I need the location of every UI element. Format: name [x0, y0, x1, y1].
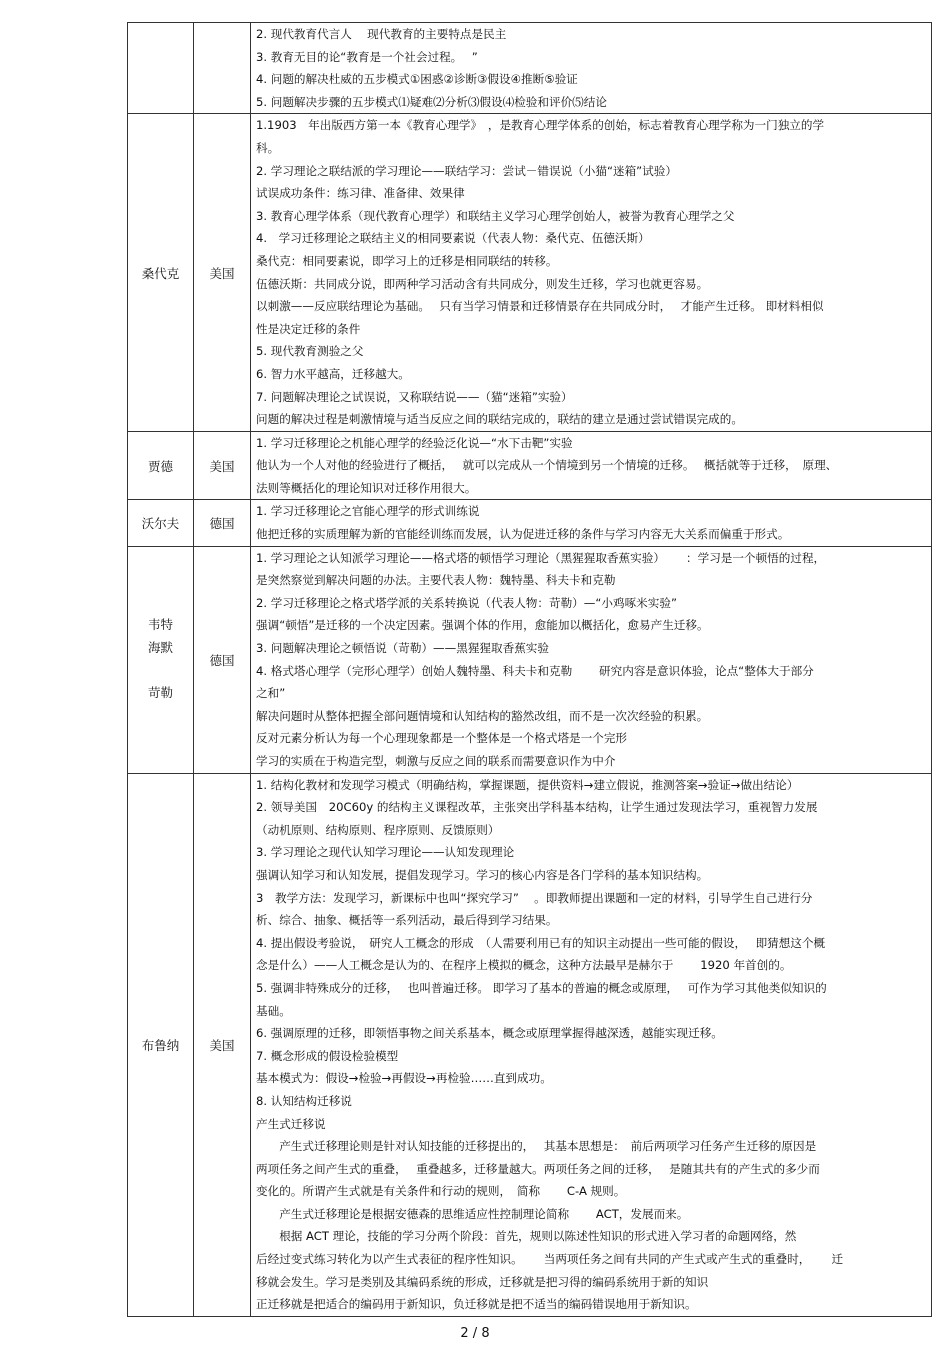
person-name-cell: [128, 546, 194, 773]
country-label: 美国: [209, 458, 235, 474]
country-cell: [194, 23, 251, 114]
content-line: 以刺激——反应联结理论为基础。 只有当学习情景和迁移情景存在共同成分时， 才能产生迁移。 即材料相似: [256, 299, 824, 314]
content-cell: [251, 773, 932, 1316]
content-line: 1.1903 年出版西方第一本《教育心理学》 ，是教育心理学体系的创始，标志着教育心理学称为一门独立的学: [256, 118, 825, 133]
person-name-cell: [128, 500, 194, 546]
content-line: 1. 学习迁移理论之官能心理学的形式训练说: [256, 504, 480, 519]
notes-table: [127, 22, 932, 1317]
content-line: 后经过变式练习转化为以产生式表征的程序性知识。 当两项任务之间有共同的产生式或产生式的重叠时， 迁: [256, 1252, 844, 1267]
content-line: 他把迁移的实质理解为新的官能经训练而发展，认为促进迁移的条件与学习内容无大关系而偏重于形式。: [256, 527, 790, 542]
content-line: 解决问题时从整体把握全部问题情境和认知结构的豁然改组，而不是一次次经验的积累。: [256, 708, 709, 723]
content-line: 3 教学方法：发现学习，新课标中也叫“探究学习” 。即教师提出课题和一定的材料，引导学生自己进行分: [256, 890, 813, 905]
content-line: 问题的解决过程是刺激情境与适当反应之间的联结完成的，联结的建立是通过尝试错误完成的。: [256, 412, 743, 427]
content-line: 3. 教育无目的论“教育是一个社会过程。 ”: [256, 49, 478, 64]
person-name-stack: [128, 614, 193, 704]
content-line: 析、综合、抽象、概括等一系列活动，最后得到学习结果。: [256, 913, 558, 928]
content-line: 1. 结构化教材和发现学习模式（明确结构，掌握课题，提供资料→建立假说，推测答案→验证→做出结论）: [256, 777, 799, 792]
content-line: 桑代克：相同要素说，即学习上的迁移是相同联结的转移。: [256, 253, 558, 268]
content-line: 2. 领导美国 20C60y 的结构主义课程改革，主张突出学科基本结构，让学生通过发现法学习，重视智力发展: [256, 800, 818, 815]
person-name: 桑代克: [141, 265, 180, 281]
content-line: 法则等概括化的理论知识对迁移作用很大。: [256, 480, 477, 495]
content-line: 4. 学习迁移理论之联结主义的相同要素说（代表人物：桑代克、伍德沃斯）: [256, 231, 650, 246]
content-line: 7. 概念形成的假设检验模型: [256, 1048, 399, 1063]
content-cell: [251, 431, 932, 500]
content-line: 2. 现代教育代言人 现代教育的主要特点是民主: [256, 27, 507, 41]
content-line: 念是什么）——人工概念是认为的、在程序上模拟的概念，这种方法最早是赫尔于 1920 年首创的。: [256, 958, 792, 973]
content-line: 2. 学习理论之联结派的学习理论——联结学习：尝试－错误说（小猫“迷箱”试验）: [256, 163, 677, 178]
content-line: 8. 认知结构迁移说: [256, 1093, 352, 1108]
person-name: 布鲁纳: [141, 1037, 180, 1053]
content-line: 6. 强调原理的迁移，即领悟事物之间关系基本，概念或原理掌握得越深透，越能实现迁移。: [256, 1026, 723, 1041]
content-line: 1. 学习迁移理论之机能心理学的经验泛化说—“水下击靶”实验: [256, 435, 573, 450]
table-row: [128, 431, 932, 500]
content-line: 产生式迁移理论是根据安德森的思维适应性控制理论简称 ACT，发展而来。: [256, 1206, 689, 1221]
content-line: 之和”: [256, 686, 286, 701]
content-line: 产生式迁移理论则是针对认知技能的迁移提出的， 其基本思想是： 前后两项学习任务产生迁移的原因是: [256, 1139, 817, 1154]
content-line: 3. 问题解决理论之顿悟说（苛勒）——黑猩猩取香蕉实验: [256, 641, 549, 656]
country-cell: [194, 114, 251, 431]
content-line: 正迁移就是把适合的编码用于新知识，负迁移就是把不适当的编码错误地用于新知识。: [256, 1297, 697, 1312]
content-line: 3. 学习理论之现代认知学习理论——认知发现理论: [256, 845, 515, 860]
content-line: 学习的实质在于构造完型，刺激与反应之间的联系而需要意识作为中介: [256, 754, 616, 768]
country-cell: [194, 773, 251, 1316]
country-label: 德国: [209, 516, 235, 532]
content-line: 是突然察觉到解决问题的办法。主要代表人物：魏特墨、科夫卡和克勒: [256, 573, 616, 588]
country-cell: [194, 546, 251, 773]
person-name-cell: [128, 114, 194, 431]
person-name-line: [128, 660, 193, 683]
content-cell: [251, 546, 932, 773]
content-line: 变化的。所谓产生式就是有关条件和行动的规则， 简称 C-A 规则。: [256, 1184, 626, 1199]
content-line: 他认为一个人对他的经验进行了概括， 就可以完成从一个情境到另一个情境的迁移。 概括就等于迁移， 原理、: [256, 458, 838, 473]
content-line: 性是决定迁移的条件: [256, 321, 361, 336]
table-row: [128, 773, 932, 1316]
content-line: 反对元素分析认为每一个心理现象都是一个整体是一个格式塔是一个完形: [256, 731, 628, 746]
content-cell: [251, 23, 932, 114]
table-row: [128, 546, 932, 773]
content-line: 6. 智力水平越高，迁移越大。: [256, 366, 410, 381]
content-line: 强调认知学习和认知发展，提倡发现学习。学习的核心内容是各门学科的基本知识结构。: [256, 867, 709, 882]
person-name-cell: [128, 773, 194, 1316]
person-name: 贾德: [147, 458, 173, 474]
content-cell: [251, 500, 932, 546]
content-cell: [251, 114, 932, 431]
content-line: 5. 强调非特殊成分的迁移， 也叫普遍迁移。 即学习了基本的普遍的概念或原理， 可作为学习其他类似知识的: [256, 980, 827, 995]
content-line: 1. 学习理论之认知派学习理论——格式塔的顿悟学习理论（黑猩猩取香蕉实验） ：学习是一个顿悟的过程，: [256, 550, 826, 565]
person-name-line: 海默: [147, 640, 173, 656]
table-row: [128, 500, 932, 546]
person-name-line: 苛勒: [147, 685, 173, 701]
country-cell: [194, 431, 251, 500]
content-line: 5. 问题解决步骤的五步模式⑴疑难⑵分析⑶假设⑷检验和评价⑸结论: [256, 94, 607, 109]
person-name-cell: [128, 23, 194, 114]
content-line: 3. 教育心理学体系（现代教育心理学）和联结主义学习心理学创始人，被誉为教育心理学之父: [256, 208, 735, 223]
content-line: 基础。: [256, 1003, 291, 1018]
content-line: 强调“顿悟”是迁移的一个决定因素。强调个体的作用，愈能加以概括化，愈易产生迁移。: [256, 618, 709, 633]
country-label: 美国: [209, 1037, 235, 1053]
content-line: 7. 问题解决理论之试误说，又称联结说——（猫“迷箱”实验）: [256, 389, 573, 404]
page-number: 2 / 8: [460, 1326, 490, 1341]
content-line: 产生式迁移说: [256, 1116, 326, 1131]
country-cell: [194, 500, 251, 546]
person-name: 沃尔夫: [141, 516, 180, 532]
person-name-line: 韦特: [147, 617, 173, 633]
content-line: 试误成功条件：练习律、准备律、效果律: [256, 186, 465, 201]
table-row: [128, 23, 932, 114]
content-line: 基本模式为：假设→检验→再假设→再检验……直到成功。: [256, 1071, 552, 1086]
content-line: 5. 现代教育测验之父: [256, 344, 364, 359]
table-body: [128, 23, 932, 1317]
person-name-cell: [128, 431, 194, 500]
content-line: 4. 提出假设考验说， 研究人工概念的形成 （人需要利用已有的知识主动提出一些可能的假设， 即猜想这个概: [256, 935, 826, 950]
table-row: [128, 114, 932, 431]
content-line: 两项任务之间产生式的重叠， 重叠越多，迁移量越大。两项任务之间的迁移， 是随其共有的产生式的多少而: [256, 1161, 820, 1176]
content-line: 根据 ACT 理论，技能的学习分两个阶段：首先，规则以陈述性知识的形式进入学习者的命题网络，然: [256, 1229, 797, 1244]
content-line: 4. 格式塔心理学（完形心理学）创始人魏特墨、科夫卡和克勒 研究内容是意识体验，论点“整体大于部分: [256, 663, 814, 678]
country-label: 美国: [209, 265, 235, 281]
content-line: 4. 问题的解决杜威的五步模式①困惑②诊断③假设④推断⑤验证: [256, 72, 578, 87]
content-line: 科。: [256, 140, 280, 155]
content-line: （动机原则、结构原则、程序原则、反馈原则）: [256, 822, 500, 837]
content-line: 2. 学习迁移理论之格式塔学派的关系转换说（代表人物：苛勒）—“小鸡啄米实验”: [256, 595, 677, 610]
country-label: 德国: [209, 652, 235, 668]
content-line: 移就会发生。学习是类别及其编码系统的形成，迁移就是把习得的编码系统用于新的知识: [256, 1274, 709, 1289]
content-line: 伍德沃斯：共同成分说，即两种学习活动含有共同成分，则发生迁移，学习也就更容易。: [256, 276, 709, 291]
